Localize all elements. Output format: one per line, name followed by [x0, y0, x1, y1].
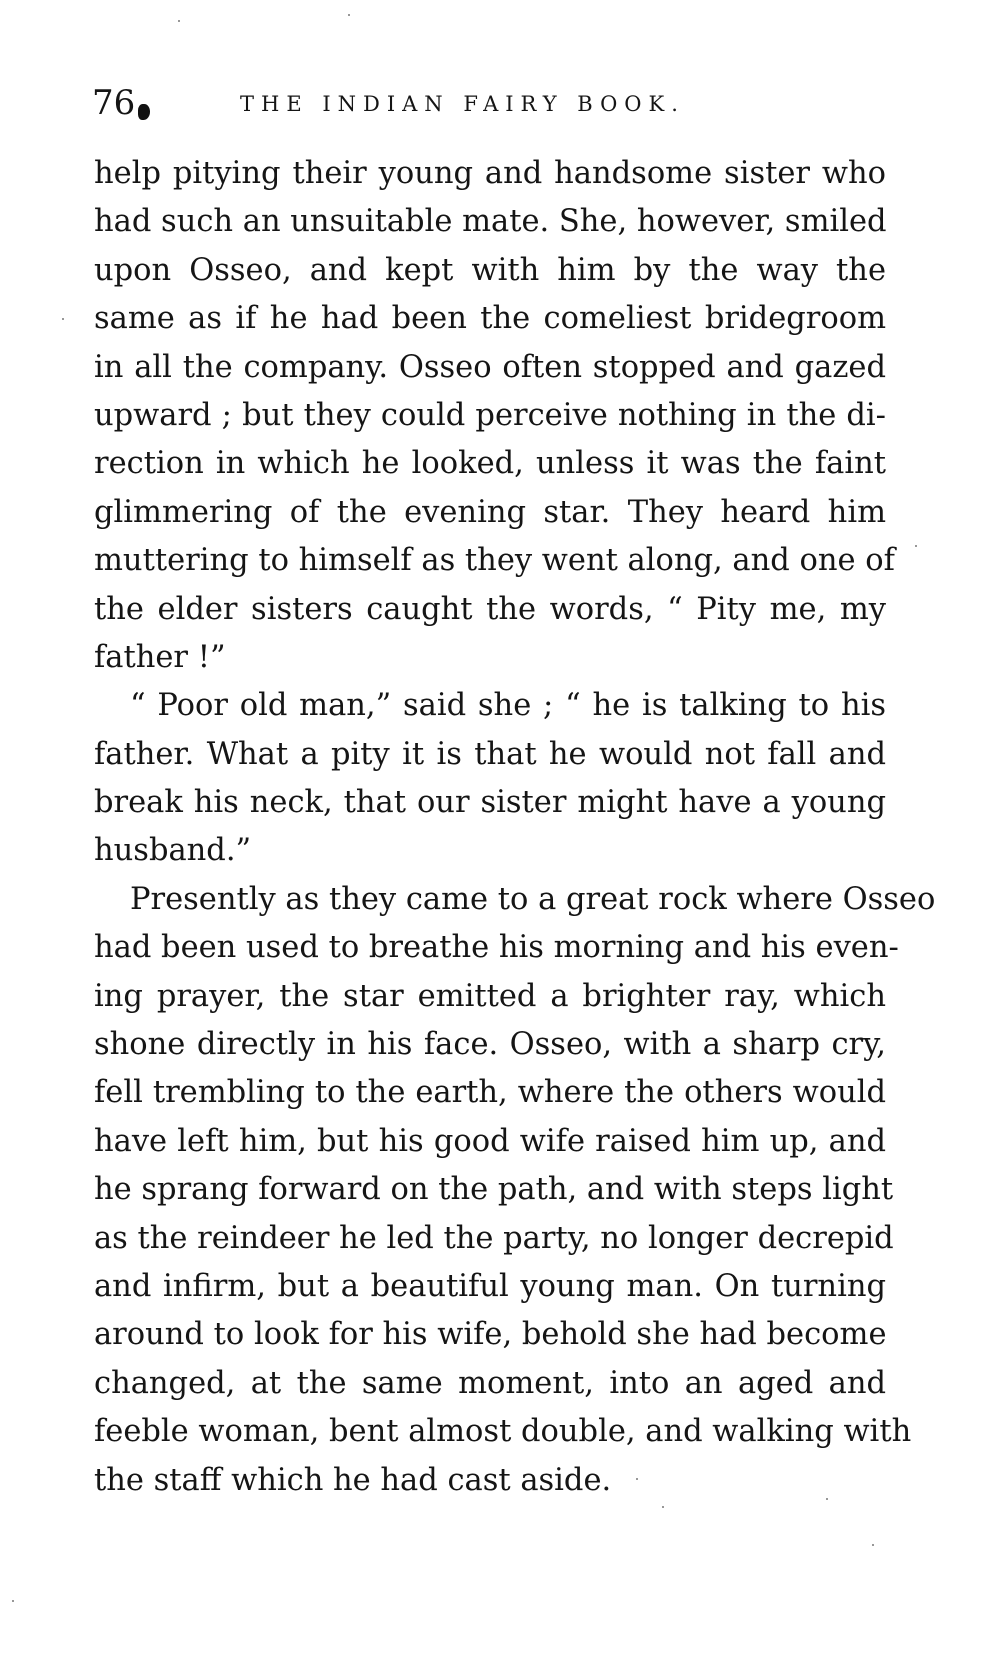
- paper-speck: [872, 1544, 874, 1546]
- text-line: have left him, but his good wife raised him up, and: [94, 1123, 886, 1159]
- text-line: had been used to breathe his morning and his even-: [94, 930, 899, 966]
- text-line: and infirm, but a beautiful young man. On turning: [94, 1268, 886, 1304]
- text-line: upward ; but they could perceive nothing in the di-: [94, 397, 886, 433]
- ink-blot: [138, 104, 150, 120]
- paragraph-start-line: Presently as they came to a great rock where Osseo: [130, 881, 936, 917]
- paper-speck: [348, 14, 350, 16]
- text-line: as the reindeer he led the party, no longer decrepid: [94, 1220, 894, 1256]
- text-line: in all the company. Osseo often stopped and gazed: [94, 349, 886, 385]
- text-line: father !”: [94, 639, 226, 675]
- text-line: father. What a pity it is that he would not fall and: [94, 736, 886, 772]
- text-line: upon Osseo, and kept with him by the way the: [94, 252, 886, 288]
- text-line: changed, at the same moment, into an aged and: [94, 1365, 886, 1401]
- text-line: feeble woman, bent almost double, and walking with: [94, 1414, 912, 1450]
- text-line: help pitying their young and handsome sister who: [94, 156, 886, 191]
- text-line: the elder sisters caught the words, “ Pity me, my: [94, 591, 886, 627]
- paper-speck: [178, 20, 180, 22]
- text-line: had such an unsuitable mate. She, however, smiled: [94, 204, 887, 240]
- text-line: shone directly in his face. Osseo, with a sharp cry,: [94, 1027, 886, 1063]
- paper-speck: [636, 1478, 638, 1480]
- paper-speck: [826, 1498, 828, 1500]
- text-line: ing prayer, the star emitted a brighter ray, which: [94, 978, 886, 1014]
- paper-speck: [915, 545, 917, 547]
- running-title: THE INDIAN FAIRY BOOK.: [240, 92, 685, 116]
- text-line: husband.”: [94, 833, 252, 869]
- paper-speck: [62, 318, 64, 320]
- text-line: he sprang forward on the path, and with steps light: [94, 1172, 894, 1208]
- text-line: fell trembling to the earth, where the others would: [94, 1075, 886, 1111]
- text-line: rection in which he looked, unless it was the faint: [94, 446, 886, 482]
- paragraph-start-line: “ Poor old man,” said she ; “ he is talking to his: [130, 688, 886, 724]
- text-line: same as if he had been the comeliest bridegroom: [94, 301, 886, 337]
- text-line: muttering to himself as they went along, and one of: [94, 543, 895, 579]
- text-line: glimmering of the evening star. They heard him: [94, 494, 886, 530]
- text-line: around to look for his wife, behold she had become: [94, 1317, 887, 1353]
- paper-speck: [662, 1506, 664, 1508]
- page-header: [92, 78, 892, 128]
- page-number: 76: [92, 83, 136, 123]
- text-line: break his neck, that our sister might have a young: [94, 785, 886, 821]
- text-line: the staff which he had cast aside.: [94, 1462, 612, 1498]
- paper-speck: [12, 1600, 14, 1602]
- body-text: [94, 150, 936, 1505]
